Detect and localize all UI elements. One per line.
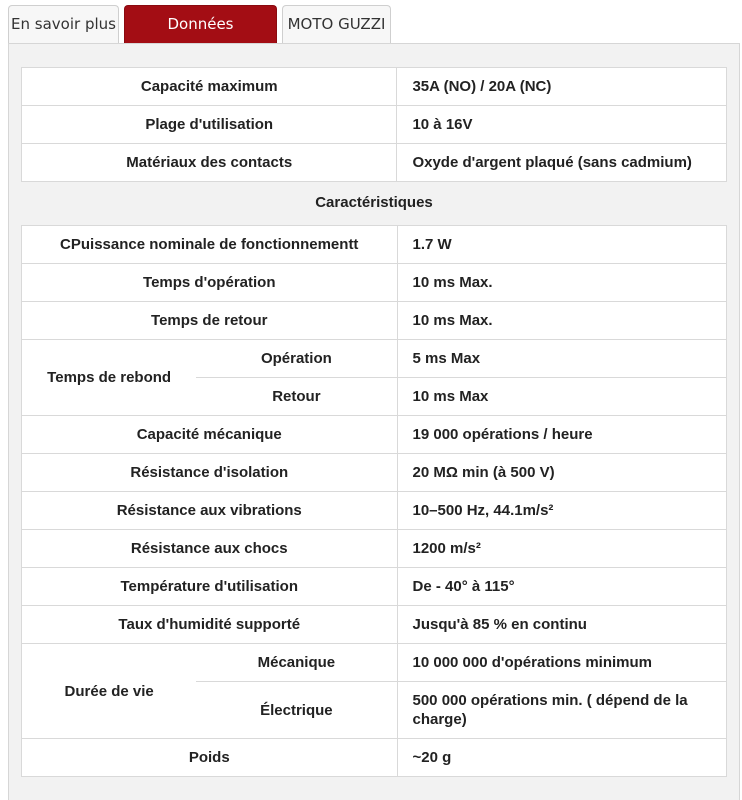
characteristics-table: [21, 225, 727, 777]
row-value: 5 ms Max: [397, 340, 727, 378]
tab-bar: [0, 0, 742, 44]
row-value: 500 000 opérations min. ( dépend de la charge): [397, 682, 727, 739]
row-label: Poids: [22, 739, 398, 777]
row-label: Résistance d'isolation: [22, 454, 398, 492]
tab-en-savoir-plus[interactable]: En savoir plus: [8, 5, 119, 44]
row-value: ~20 g: [397, 739, 727, 777]
row-label: Résistance aux vibrations: [22, 492, 398, 530]
table-row: [22, 739, 727, 777]
row-label: Capacité maximum: [22, 68, 397, 106]
row-value: 35A (NO) / 20A (NC): [397, 68, 727, 106]
tab-donnees-techniques[interactable]: Données: [124, 5, 277, 44]
row-label: Taux d'humidité supporté: [22, 606, 398, 644]
section-heading: Caractéristiques: [315, 194, 433, 211]
table-row: [22, 454, 727, 492]
contacts-table: [21, 67, 727, 182]
tab-panel: [8, 43, 740, 800]
row-label: CPuissance nominale de fonctionnementt: [22, 226, 398, 264]
sub-label: Mécanique: [196, 644, 397, 682]
table-row: [22, 492, 727, 530]
table-row: [22, 302, 727, 340]
table-row: [22, 416, 727, 454]
tab-moto-guzzi[interactable]: MOTO GUZZI: [282, 5, 391, 44]
sub-label: Électrique: [196, 682, 397, 739]
table-row: [22, 568, 727, 606]
table-row: [22, 226, 727, 264]
row-value: Oxyde d'argent plaqué (sans cadmium): [397, 144, 727, 182]
group-label: Durée de vie: [22, 644, 197, 739]
row-value: 10–500 Hz, 44.1m/s²: [397, 492, 727, 530]
table-row: [22, 644, 727, 682]
row-label: Capacité mécanique: [22, 416, 398, 454]
row-value: 10 000 000 d'opérations minimum: [397, 644, 727, 682]
sub-label: Opération: [196, 340, 397, 378]
row-label: Température d'utilisation: [22, 568, 398, 606]
row-value: 19 000 opérations / heure: [397, 416, 727, 454]
table-row: [22, 144, 727, 182]
row-label: Temps d'opération: [22, 264, 398, 302]
table-row: [22, 606, 727, 644]
table-row: [22, 530, 727, 568]
row-label: Temps de retour: [22, 302, 398, 340]
group-label: Temps de rebond: [22, 340, 197, 416]
row-value: 1.7 W: [397, 226, 727, 264]
row-value: De - 40° à 115°: [397, 568, 727, 606]
row-label: Matériaux des contacts: [22, 144, 397, 182]
row-label: Plage d'utilisation: [22, 106, 397, 144]
row-value: 10 à 16V: [397, 106, 727, 144]
row-value: 20 MΩ min (à 500 V): [397, 454, 727, 492]
row-value: 10 ms Max.: [397, 264, 727, 302]
row-value: 1200 m/s²: [397, 530, 727, 568]
table-row: [22, 264, 727, 302]
sub-label: Retour: [196, 378, 397, 416]
row-label: Résistance aux chocs: [22, 530, 398, 568]
table-row: [22, 68, 727, 106]
table-row: [22, 106, 727, 144]
table-row: [22, 340, 727, 378]
row-value: Jusqu'à 85 % en continu: [397, 606, 727, 644]
row-value: 10 ms Max: [397, 378, 727, 416]
row-value: 10 ms Max.: [397, 302, 727, 340]
